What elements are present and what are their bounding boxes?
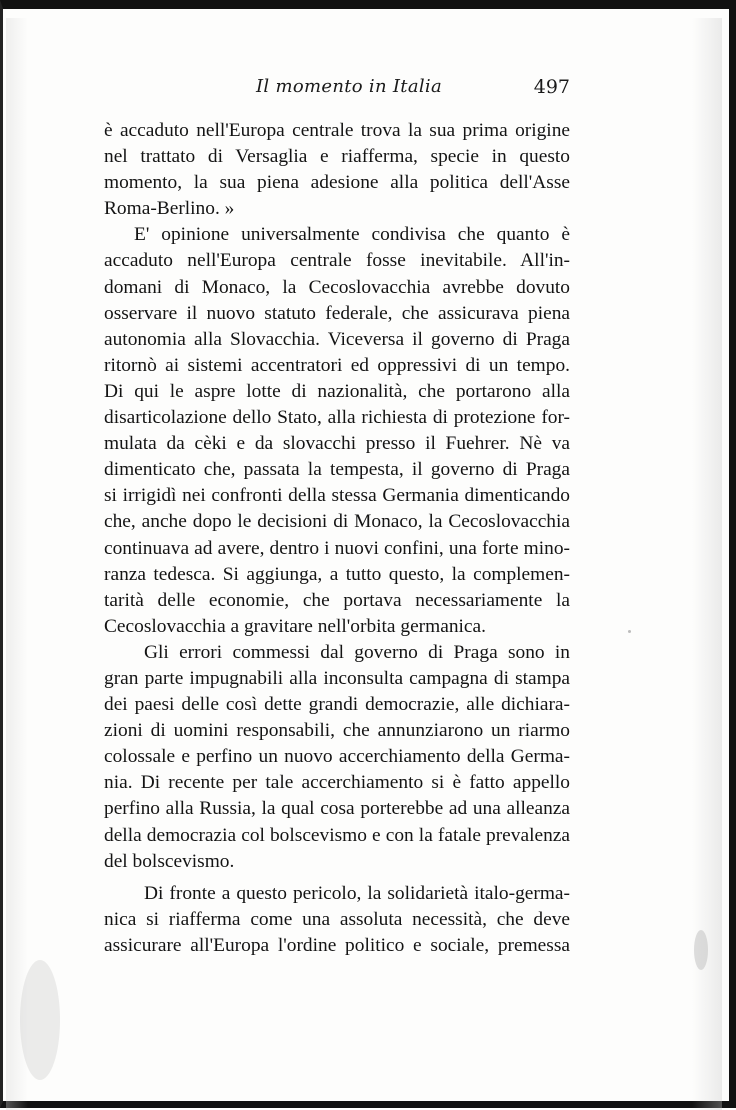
body-text bbox=[104, 118, 570, 959]
text-line: Di fronte a questo pericolo, la solidarietà italo-germa- bbox=[144, 882, 570, 904]
text-line: Di qui le aspre lotte di nazionalità, che portarono alla bbox=[104, 380, 570, 402]
text-line: nel trattato di Versaglia e riafferma, specie in questo bbox=[104, 146, 570, 168]
text-line: disarticolazione dello Stato, alla richiesta di protezione for- bbox=[104, 407, 570, 429]
left-edge-shadow bbox=[6, 18, 28, 1110]
text-line: nia. Di recente per tale accerchiamento si è fatto appello bbox=[104, 772, 570, 794]
text-line: del bolscevismo. bbox=[104, 850, 235, 872]
text-line: è accaduto nell'Europa centrale trova la sua prima origine bbox=[104, 120, 570, 141]
text-line: ranza tedesca. Si aggiunga, a tutto questo, la complemen- bbox=[104, 563, 570, 585]
scan-speck bbox=[20, 960, 60, 1080]
text-line: assicurare all'Europa l'ordine politico e sociale, premessa bbox=[104, 934, 570, 956]
text-line: ritornò ai sistemi accentratori ed oppressivi di un tempo. bbox=[104, 354, 570, 376]
text-line: domani di Monaco, la Cecoslovacchia avrebbe dovuto bbox=[104, 276, 570, 298]
text-line: accaduto nell'Europa centrale fosse inevitabile. All'in- bbox=[104, 250, 570, 272]
text-line: Gli errori commessi dal governo di Praga sono in bbox=[144, 641, 570, 663]
text-line: osservare il nuovo statuto federale, che assicurava piena bbox=[104, 302, 570, 324]
text-line: si irrigidì nei confronti della stessa Germania dimenticando bbox=[104, 485, 570, 507]
page-number: 497 bbox=[533, 76, 570, 98]
text-line: continuava ad avere, dentro i nuovi confini, una forte mino- bbox=[104, 537, 570, 559]
text-line: della democrazia col bolscevismo e con la fatale prevalenza bbox=[104, 824, 570, 846]
text-line: dei paesi delle così dette grandi democrazie, alle dichiara- bbox=[104, 694, 570, 716]
scan-speck bbox=[694, 930, 708, 970]
text-line: E' opinione universalmente condivisa che quanto è bbox=[134, 224, 570, 246]
text-line: perfino alla Russia, la qual cosa porterebbe ad una alleanza bbox=[104, 798, 570, 820]
paragraph-4 bbox=[104, 881, 570, 959]
text-line: mulata da cèki e da slovacchi presso il Fuehrer. Nè va bbox=[104, 433, 570, 455]
text-line: che, anche dopo le decisioni di Monaco, la Cecoslovacchia bbox=[104, 511, 570, 533]
text-line: nica si riafferma come una assoluta necessità, che deve bbox=[104, 908, 570, 930]
text-line: momento, la sua piena adesione alla politica dell'Asse bbox=[104, 172, 570, 194]
text-line: gran parte impugnabili alla inconsulta campagna di stampa bbox=[104, 667, 570, 689]
page-header bbox=[104, 76, 570, 100]
text-line: autonomia alla Slovacchia. Viceversa il governo di Praga bbox=[104, 328, 570, 350]
paragraph-1 bbox=[104, 118, 570, 222]
scan-speck bbox=[628, 630, 631, 633]
text-line: tarità delle economie, che portava necessariamente la bbox=[104, 589, 570, 611]
paragraph-3 bbox=[104, 640, 570, 875]
text-line: dimenticato che, passata la tempesta, il governo di Praga bbox=[104, 459, 570, 481]
paragraph-2 bbox=[104, 222, 570, 640]
text-line: Roma-Berlino. » bbox=[104, 198, 235, 220]
running-title: Il momento in Italia bbox=[256, 76, 442, 97]
text-line: zioni di uomini responsabili, che annunziarono un riarmo bbox=[104, 720, 570, 742]
text-line: Cecoslovacchia a gravitare nell'orbita germanica. bbox=[104, 615, 486, 637]
text-line: colossale e perfino un nuovo accerchiamento della Germa- bbox=[104, 746, 570, 768]
